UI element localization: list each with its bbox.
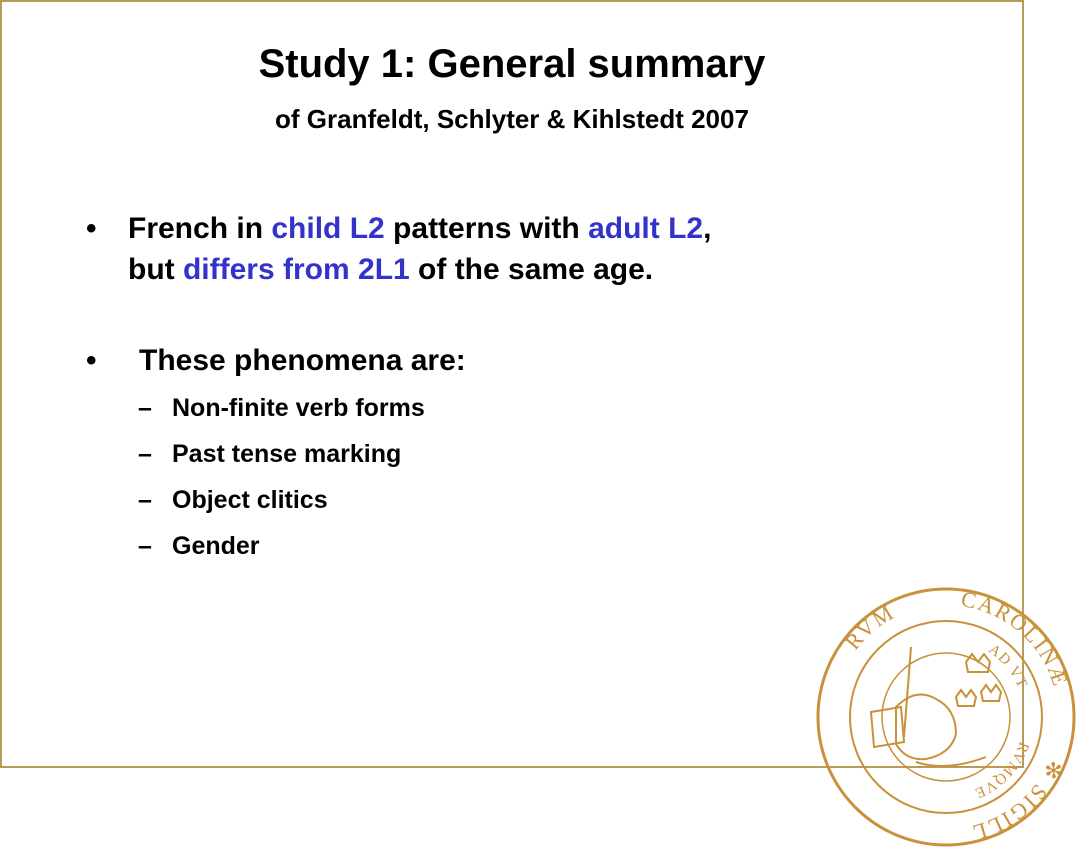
bullet-list — [86, 208, 946, 569]
seal-inner-text-left: AD VT — [985, 641, 1031, 692]
bullet-text-2: These phenomena are: — [139, 344, 466, 377]
sub-bullet-item — [138, 385, 946, 431]
bullet-text-1: French in child L2 patterns with adult L2, but differs from 2L1 of the same age. — [128, 212, 712, 286]
sub-bullet-item — [138, 477, 946, 523]
sub-bullet-text: Gender — [172, 532, 260, 560]
bullet-marker: • — [86, 344, 97, 377]
sub-bullet-text: Past tense marking — [172, 440, 402, 468]
sub-bullet-item — [138, 523, 946, 569]
seal-inner-text-right: RVMQVE — [971, 739, 1032, 802]
seal-star: ✻ — [1036, 756, 1069, 786]
highlight-adult-l2: adult L2 — [588, 212, 704, 245]
bullet-item-1 — [86, 208, 946, 290]
sub-bullet-text: Non-finite verb forms — [172, 394, 425, 422]
dash-marker: – — [138, 440, 152, 468]
highlight-child-l2: child L2 — [271, 212, 385, 245]
seal-text-lower-left: RVM — [839, 598, 900, 655]
bullet-marker: • — [86, 212, 97, 245]
dash-marker: – — [138, 394, 152, 422]
highlight-differs-from-2l1: differs from 2L1 — [182, 253, 410, 286]
seal-text-top: SIGILL — [968, 779, 1053, 846]
bullet-item-2 — [86, 340, 946, 569]
sub-bullet-item — [138, 431, 946, 477]
slide-title: Study 1: General summary — [258, 42, 766, 86]
slide-subtitle: of Granfeldt, Schlyter & Kihlstedt 2007 — [275, 104, 749, 134]
dash-marker: – — [138, 486, 152, 514]
sub-bullet-text: Object clitics — [172, 486, 328, 514]
seal-text-left: CAROLINÆ — [959, 587, 1074, 691]
university-seal-icon — [816, 587, 1076, 847]
dash-marker: – — [138, 532, 152, 560]
sub-bullet-list — [138, 385, 946, 569]
